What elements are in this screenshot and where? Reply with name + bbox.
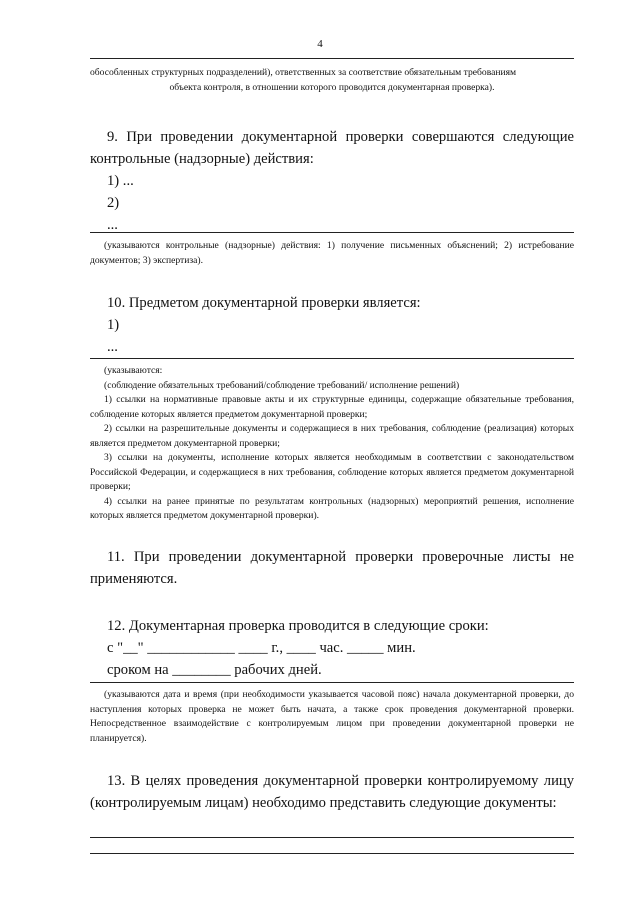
section-9-title: 9. При проведении документарной проверки совершаются следующие контрольные (надзорные) действия: (90, 129, 574, 167)
section-10-item-1: 1) (107, 317, 120, 333)
section-10-note-l3: 1) ссылки на нормативные правовые акты и их структурные единицы, содержащие обязательные требования, соблюдение которых является предметом документарной проверки; (90, 394, 574, 420)
section-9-item-3: ... (107, 217, 118, 233)
section-12-note-text: (указываются дата и время (при необходимости указывается часовой пояс) начала документарной проверки, до наступления которых проверка не может быть начата, а также срок проведения документарной проверки. Непосредственное взаимодействие с контролируемым лицом при проведении документарной проверки не планируется). (90, 689, 574, 744)
section-10-note-l5: 3) ссылки на документы, исполнение которых является необходимым в соответствии с законодательством Российской Федерации, и содержащиеся в них требования, соблюдение которых является предметом документарной проверки; (90, 452, 574, 492)
divider (90, 58, 574, 59)
section-11 (90, 546, 574, 590)
section-10-note-l2: (соблюдение обязательных требований/соблюдение требований/ исполнение решений) (104, 379, 460, 391)
section-9-note (90, 239, 574, 268)
section-11-title: 11. При проведении документарной проверки проверочные листы не применяются. (90, 549, 574, 587)
note-top-line-1: обособленных структурных подразделений), ответственных за соответствие обязательным требованиям (90, 67, 517, 78)
section-13-title: 13. В целях проведения документарной проверки контролируемому лицу (контролируемым лицам) необходимо представить следующие документы: (90, 773, 574, 811)
section-12-note (90, 688, 574, 746)
section-13 (90, 770, 574, 814)
divider (90, 682, 574, 683)
section-10-note (90, 364, 574, 524)
note-top (90, 66, 574, 95)
divider (90, 837, 574, 838)
section-9-note-text: (указываются контрольные (надзорные) действия: 1) получение письменных объяснений; 2) истребование документов; 3) экспертиза). (90, 240, 574, 266)
section-10 (90, 292, 574, 358)
section-12 (90, 615, 574, 681)
divider (90, 853, 574, 854)
divider (90, 358, 574, 359)
page-number: 4 (317, 38, 323, 50)
divider (90, 232, 574, 233)
section-10-title: 10. Предметом документарной проверки является: (107, 295, 421, 311)
section-12-title: 12. Документарная проверка проводится в следующие сроки: (107, 618, 489, 634)
section-10-note-l4: 2) ссылки на разрешительные документы и содержащиеся в них требования, соблюдение (реализация) которых является предметом документарной проверки; (90, 423, 574, 449)
section-9-item-1: 1) ... (107, 173, 134, 189)
section-12-duration-line: сроком на ________ рабочих дней. (107, 662, 322, 678)
section-12-start-line: с "__" ____________ ____ г., ____ час. _____ мин. (107, 640, 416, 656)
section-10-note-l1: (указываются: (104, 365, 163, 376)
section-9 (90, 126, 574, 236)
section-9-item-2: 2) (107, 195, 120, 211)
section-10-item-2: ... (107, 339, 118, 355)
section-10-note-l6: 4) ссылки на ранее принятые по результатам контрольных (надзорных) мероприятий решения, исполнение которых является предметом документарной проверки). (90, 495, 574, 521)
note-top-line-2: объекта контроля, в отношении которого проводится документарная проверка). (169, 81, 495, 93)
